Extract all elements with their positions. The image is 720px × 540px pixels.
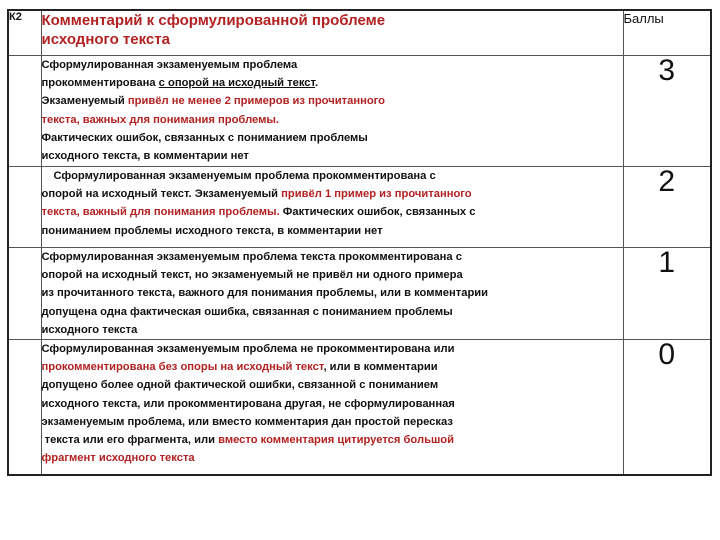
desc-line: Экзаменуемый привёл не менее 2 примеров из прочитанного	[41, 95, 386, 108]
desc-line: из прочитанного текста, важного для понимания проблемы, или в комментарии	[41, 287, 489, 300]
desc-line: Сформулированная экзаменуемым проблема прокомментирована с	[53, 170, 436, 182]
criterion-title-line: исходного текста	[41, 31, 170, 48]
criterion-title	[41, 10, 623, 56]
empty-cell	[8, 56, 41, 167]
desc-line: Сформулированная экзаменуемым проблема текста прокомментирована с	[41, 251, 462, 263]
desc-line: исходного текста, или прокомментирована другая, не сформулированная	[41, 397, 455, 410]
desc-line: опорой на исходный текст, но экзаменуемый не привёл ни одного примера	[41, 269, 463, 282]
desc-line: прокомментирована без опоры на исходный текст, или в комментарии	[41, 361, 438, 374]
highlight-text: вместо комментария цитируется большой	[218, 434, 455, 447]
highlight-text: текста, важных для понимания проблемы.	[41, 113, 280, 126]
desc-line: текста или его фрагмента, или вместо комментария цитируется большой	[41, 434, 455, 447]
score-value: 1	[623, 248, 711, 340]
desc-line: экзаменуемым проблема, или вместо комментария дан простой пересказ	[41, 415, 453, 428]
desc-line: пониманием проблемы исходного текста, в комментарии нет	[41, 224, 383, 237]
underlined-text: с опорой на исходный текст	[158, 77, 316, 90]
table-row	[8, 56, 711, 167]
table-row	[8, 167, 711, 248]
table-row	[8, 248, 711, 340]
criteria-table	[7, 9, 712, 476]
criterion-code: К2	[8, 10, 41, 56]
score-value: 3	[623, 56, 711, 167]
desc-line: Фактических ошибок, связанных с пониманием проблемы	[41, 131, 368, 144]
row-description	[41, 248, 623, 340]
highlight-text: прокомментирована без опоры на исходный текст	[41, 361, 324, 374]
desc-line: Сформулированная экзаменуемым проблема	[41, 59, 298, 71]
table-row	[8, 340, 711, 476]
desc-line: исходного текста	[41, 323, 138, 336]
points-header: Баллы	[623, 10, 711, 56]
highlight-text: фрагмент исходного текста	[41, 452, 195, 465]
empty-cell	[8, 340, 41, 476]
desc-line: исходного текста, в комментарии нет	[41, 150, 249, 163]
row-description	[41, 167, 623, 248]
row-description	[41, 340, 623, 476]
desc-line: допущено более одной фактической ошибки, связанной с пониманием	[41, 379, 439, 392]
table-header-row	[8, 10, 711, 56]
empty-cell	[8, 167, 41, 248]
score-value: 0	[623, 340, 711, 476]
highlight-text: текста, важный для понимания проблемы.	[41, 206, 280, 219]
empty-cell	[8, 248, 41, 340]
desc-line: Сформулированная экзаменуемым проблема не прокомментирована или	[41, 343, 455, 356]
highlight-text: привёл не менее 2 примеров из прочитанного	[127, 95, 386, 108]
row-description	[41, 56, 623, 167]
desc-line: допущена одна фактическая ошибка, связанная с пониманием проблемы	[41, 305, 453, 318]
desc-line: опорой на исходный текст. Экзаменуемый привёл 1 пример из прочитанного	[41, 188, 472, 201]
criterion-title-line: Комментарий к сформулированной проблеме	[41, 12, 386, 29]
score-value: 2	[623, 167, 711, 248]
desc-line: прокомментирована с опорой на исходный текст.	[41, 77, 319, 90]
highlight-text: привёл 1 пример из прочитанного	[281, 188, 472, 201]
desc-line: текста, важный для понимания проблемы. Фактических ошибок, связанных с	[41, 206, 476, 219]
